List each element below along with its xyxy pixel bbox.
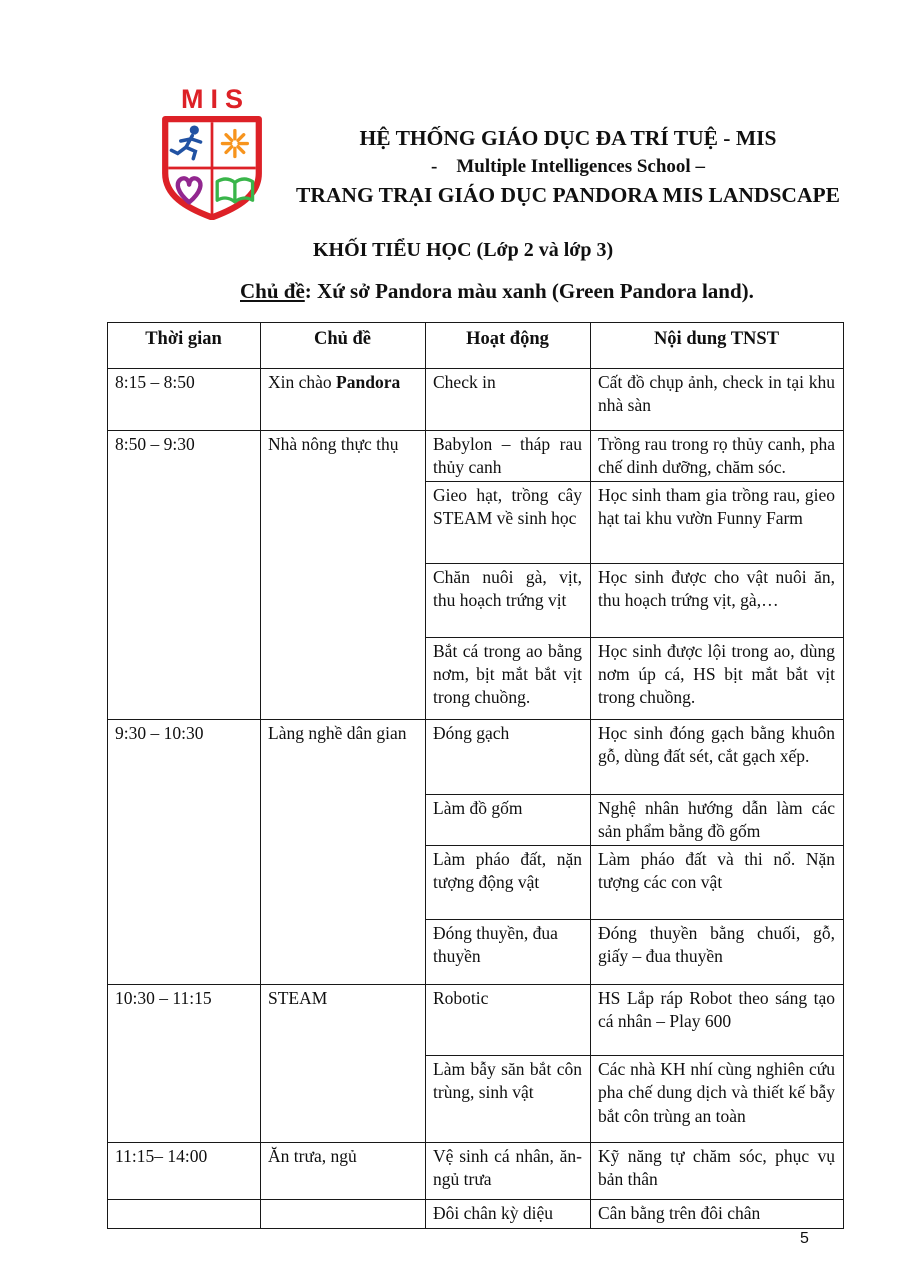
content-cell: Học sinh tham gia trồng rau, gieo hạt tai khu vườn Funny Farm (591, 482, 844, 564)
topic-line (240, 279, 754, 304)
org-subtitle: - Multiple Intelligences School – (431, 156, 705, 178)
content-cell: Trồng rau trong rọ thủy canh, pha chế dinh dưỡng, chăm sóc. (591, 431, 844, 482)
topic-text: : Xứ sở Pandora màu xanh (Green Pandora land). (304, 279, 754, 303)
document-header (278, 124, 858, 210)
activity-cell: Robotic (426, 985, 591, 1056)
col-header-content: Nội dung TNST (591, 323, 844, 369)
section-title: KHỐI TIỂU HỌC (Lớp 2 và lớp 3) (313, 239, 614, 261)
topic-cell: Ăn trưa, ngủ (261, 1143, 426, 1200)
col-header-topic: Chủ đề (261, 323, 426, 369)
time-cell: 11:15– 14:00 (108, 1143, 261, 1200)
content-cell: Cân bằng trên đôi chân (591, 1200, 844, 1229)
content-cell: HS Lắp ráp Robot theo sáng tạo cá nhân – Play 600 (591, 985, 844, 1056)
content-cell: Học sinh đóng gạch bằng khuôn gỗ, dùng đất sét, cắt gạch xếp. (591, 720, 844, 795)
school-logo (156, 86, 268, 220)
content-cell: Đóng thuyền bằng chuối, gỗ, giấy – đua thuyền (591, 920, 844, 985)
content-cell: Cất đồ chụp ảnh, check in tại khu nhà sàn (591, 369, 844, 431)
activity-cell: Làm bẫy săn bắt côn trùng, sinh vật (426, 1056, 591, 1143)
activity-cell: Làm đồ gốm (426, 795, 591, 846)
activity-cell: Gieo hạt, trồng cây STEAM về sinh học (426, 482, 591, 564)
program-title: TRANG TRẠI GIÁO DỤC PANDORA MIS LANDSCAPE (296, 182, 840, 207)
activity-cell: Check in (426, 369, 591, 431)
table-row (108, 1200, 844, 1229)
topic-cell (261, 1200, 426, 1229)
activity-cell: Làm pháo đất, nặn tượng động vật (426, 846, 591, 920)
activity-cell: Đôi chân kỳ diệu (426, 1200, 591, 1229)
shield-icon (160, 116, 264, 220)
topic-cell (261, 369, 426, 431)
content-cell: Làm pháo đất và thi nổ. Nặn tượng các con vật (591, 846, 844, 920)
activity-cell: Chăn nuôi gà, vịt, thu hoạch trứng vịt (426, 564, 591, 638)
table-row (108, 1143, 844, 1200)
content-cell: Các nhà KH nhí cùng nghiên cứu pha chế dung dịch và thiết kế bẫy bắt côn trùng an toàn (591, 1056, 844, 1143)
org-title: HỆ THỐNG GIÁO DỤC ĐA TRÍ TUỆ - MIS (359, 126, 777, 150)
page-number: 5 (800, 1230, 809, 1247)
time-cell: 8:15 – 8:50 (108, 369, 261, 431)
topic-bold-text: Pandora (336, 372, 401, 392)
time-cell: 9:30 – 10:30 (108, 720, 261, 985)
activity-cell: Vệ sinh cá nhân, ăn- ngủ trưa (426, 1143, 591, 1200)
table-row (108, 369, 844, 431)
col-header-activity: Hoạt động (426, 323, 591, 369)
activity-cell: Đóng gạch (426, 720, 591, 795)
schedule-table (107, 322, 844, 1229)
topic-cell: STEAM (261, 985, 426, 1143)
topic-cell: Nhà nông thực thụ (261, 431, 426, 720)
topic-label: Chủ đề (240, 279, 305, 303)
content-cell: Học sinh được cho vật nuôi ăn, thu hoạch trứng vịt, gà,… (591, 564, 844, 638)
content-cell: Nghệ nhân hướng dẫn làm các sản phẩm bằng đồ gốm (591, 795, 844, 846)
content-cell: Kỹ năng tự chăm sóc, phục vụ bản thân (591, 1143, 844, 1200)
logo-mis-text: MIS (180, 84, 250, 114)
col-header-time: Thời gian (108, 323, 261, 369)
time-cell (108, 1200, 261, 1229)
topic-cell: Làng nghề dân gian (261, 720, 426, 985)
table-row (108, 720, 844, 795)
time-cell: 10:30 – 11:15 (108, 985, 261, 1143)
table-row (108, 431, 844, 482)
table-row (108, 985, 844, 1056)
activity-cell: Bắt cá trong ao bằng nơm, bịt mắt bắt vịt trong chuồng. (426, 638, 591, 720)
activity-cell: Đóng thuyền, đua thuyền (426, 920, 591, 985)
activity-cell: Babylon – tháp rau thủy canh (426, 431, 591, 482)
topic-text: Xin chào (268, 372, 337, 392)
table-header-row (108, 323, 844, 369)
content-cell: Học sinh được lội trong ao, dùng nơm úp cá, HS bịt mắt bắt vịt trong chuồng. (591, 638, 844, 720)
time-cell: 8:50 – 9:30 (108, 431, 261, 720)
